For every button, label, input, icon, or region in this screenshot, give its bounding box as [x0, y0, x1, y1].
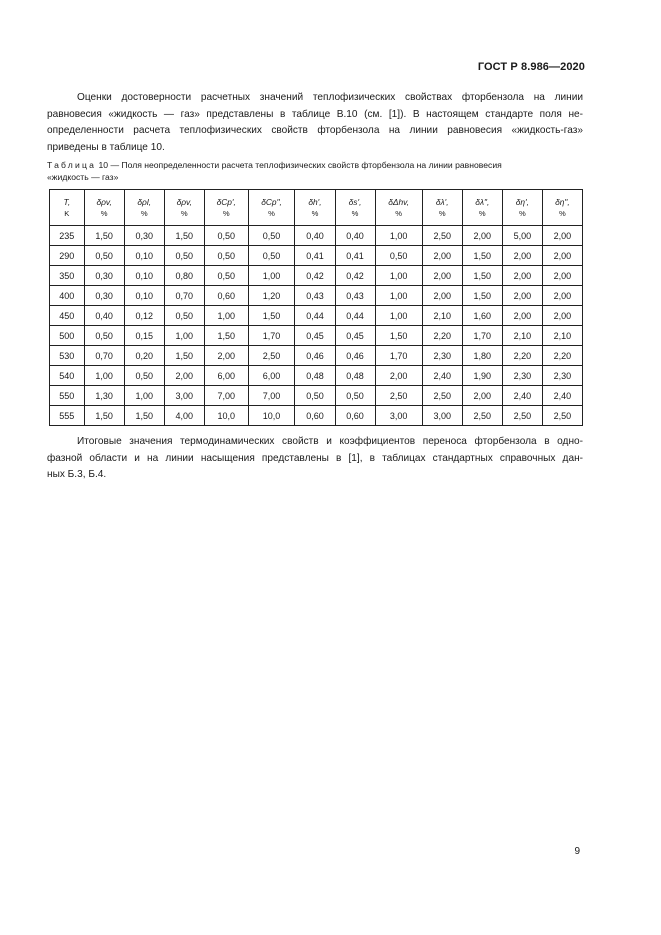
- table-cell: 0,50: [248, 226, 295, 246]
- table-cell: 10,0: [204, 406, 248, 426]
- column-header: [204, 190, 248, 226]
- table-cell: 1,70: [462, 326, 502, 346]
- table-cell: 0,44: [295, 306, 335, 326]
- uncertainty-table: [49, 189, 583, 426]
- table-cell: 6,00: [248, 366, 295, 386]
- table-cell: 0,70: [164, 286, 204, 306]
- table-cell: 2,20: [422, 326, 462, 346]
- table-cell: 1,50: [124, 406, 164, 426]
- column-header-unit: %: [351, 208, 359, 218]
- table-cell: 1,90: [462, 366, 502, 386]
- table-cell: 0,30: [84, 286, 124, 306]
- table-cell: 0,30: [124, 226, 164, 246]
- table-row: [50, 406, 583, 426]
- table-cell: 2,10: [502, 326, 542, 346]
- temperature-cell: 235: [50, 226, 85, 246]
- table-cell: 2,00: [542, 226, 582, 246]
- table-cell: 0,30: [84, 266, 124, 286]
- table-cell: 0,48: [335, 366, 375, 386]
- column-header-name: δρv,: [96, 196, 112, 207]
- table-cell: 1,00: [375, 306, 422, 326]
- table-cell: 2,40: [542, 386, 582, 406]
- table-cell: 0,50: [164, 306, 204, 326]
- table-cell: 2,00: [502, 266, 542, 286]
- column-header-name: T,: [63, 196, 71, 207]
- table-cell: 1,00: [375, 266, 422, 286]
- table-cell: 0,50: [164, 246, 204, 266]
- table-row: [50, 346, 583, 366]
- table-cell: 0,42: [295, 266, 335, 286]
- table-cell: 0,41: [335, 246, 375, 266]
- column-header-name: δη',: [515, 196, 529, 207]
- table-cell: 1,00: [375, 286, 422, 306]
- table-cell: 1,50: [84, 226, 124, 246]
- temperature-cell: 530: [50, 346, 85, 366]
- column-header: [164, 190, 204, 226]
- table-cell: 2,40: [422, 366, 462, 386]
- temperature-cell: 290: [50, 246, 85, 266]
- table-row: [50, 326, 583, 346]
- table-caption-text-line2: «жидкость — газ»: [47, 172, 119, 182]
- table-cell: 0,50: [84, 326, 124, 346]
- table-cell: 2,00: [204, 346, 248, 366]
- table-cell: 2,50: [462, 406, 502, 426]
- summary-paragraph: [47, 434, 583, 484]
- paragraph-line: определенности расчета теплофизических свойств фторбензола на линии равновесия «жидкость-газ»: [47, 125, 583, 137]
- table-cell: 2,00: [502, 306, 542, 326]
- table-body: [50, 226, 583, 426]
- paragraph-line: приведены в таблице 10.: [47, 141, 165, 153]
- table-cell: 2,50: [502, 406, 542, 426]
- table-cell: 1,00: [248, 266, 295, 286]
- table-cell: 2,00: [502, 246, 542, 266]
- table-cell: 2,00: [462, 386, 502, 406]
- paragraph-line: равновесия «жидкость — газ» представлены в таблице В.10 (см. [1]). В настоящем стандарте поля не-: [47, 108, 583, 120]
- paragraph-line: фазной области и на линии насыщения представлены в [1], в таблицах стандартных справочных дан-: [47, 452, 583, 464]
- table-cell: 0,50: [248, 246, 295, 266]
- column-header-unit: %: [311, 208, 319, 218]
- column-header: [84, 190, 124, 226]
- table-cell: 0,46: [335, 346, 375, 366]
- table-cell: 2,30: [422, 346, 462, 366]
- table-cell: 3,00: [375, 406, 422, 426]
- temperature-cell: 550: [50, 386, 85, 406]
- column-header: [50, 190, 85, 226]
- column-header-name: δs',: [348, 196, 362, 207]
- table-cell: 7,00: [204, 386, 248, 406]
- table-caption-text: 10 — Поля неопределенности расчета теплофизических свойств фторбензола на линии равновесия: [96, 160, 502, 170]
- column-header: [295, 190, 335, 226]
- table-cell: 0,50: [204, 266, 248, 286]
- table-cell: 0,50: [204, 226, 248, 246]
- table-cell: 1,30: [84, 386, 124, 406]
- temperature-cell: 400: [50, 286, 85, 306]
- table-cell: 2,00: [542, 286, 582, 306]
- table-cell: 1,50: [164, 346, 204, 366]
- temperature-cell: 350: [50, 266, 85, 286]
- table-cell: 0,70: [84, 346, 124, 366]
- table-caption: [47, 159, 583, 183]
- temperature-cell: 540: [50, 366, 85, 386]
- table-cell: 0,10: [124, 266, 164, 286]
- column-header-unit: %: [100, 208, 108, 218]
- table-cell: 0,48: [295, 366, 335, 386]
- column-header: [502, 190, 542, 226]
- paragraph-line: ных Б.3, Б.4.: [47, 469, 107, 481]
- table-cell: 0,60: [335, 406, 375, 426]
- table-cell: 3,00: [164, 386, 204, 406]
- table-cell: 2,00: [542, 246, 582, 266]
- table-cell: 2,00: [422, 266, 462, 286]
- table-cell: 2,30: [542, 366, 582, 386]
- column-header-name: δCp',: [216, 196, 236, 207]
- table-cell: 2,00: [422, 286, 462, 306]
- table-cell: 0,12: [124, 306, 164, 326]
- table-cell: 0,80: [164, 266, 204, 286]
- table-cell: 0,40: [335, 226, 375, 246]
- table-cell: 0,42: [335, 266, 375, 286]
- table-cell: 1,80: [462, 346, 502, 366]
- table-cell: 2,50: [375, 386, 422, 406]
- table-cell: 1,50: [375, 326, 422, 346]
- intro-paragraph: [47, 90, 583, 156]
- table-cell: 2,50: [542, 406, 582, 426]
- column-header-unit: %: [140, 208, 148, 218]
- table-cell: 0,50: [84, 246, 124, 266]
- table-cell: 0,43: [295, 286, 335, 306]
- table-cell: 0,50: [124, 366, 164, 386]
- temperature-cell: 450: [50, 306, 85, 326]
- table-cell: 7,00: [248, 386, 295, 406]
- column-header-unit: %: [222, 208, 230, 218]
- table-cell: 1,00: [375, 226, 422, 246]
- column-header: [248, 190, 295, 226]
- column-header-name: δΔhv,: [388, 196, 410, 207]
- table-cell: 2,40: [502, 386, 542, 406]
- table-cell: 0,40: [295, 226, 335, 246]
- column-header-unit: K: [64, 208, 70, 218]
- column-header: [542, 190, 582, 226]
- table-cell: 0,60: [295, 406, 335, 426]
- column-header: [422, 190, 462, 226]
- column-header: [335, 190, 375, 226]
- table-cell: 0,50: [335, 386, 375, 406]
- table-cell: 2,50: [422, 386, 462, 406]
- document-code: ГОСТ Р 8.986—2020: [477, 61, 585, 73]
- column-header: [375, 190, 422, 226]
- column-header-unit: %: [478, 208, 486, 218]
- column-header-name: δλ",: [475, 196, 490, 207]
- table-cell: 0,44: [335, 306, 375, 326]
- column-header-name: δh',: [308, 196, 322, 207]
- table-cell: 0,60: [204, 286, 248, 306]
- table-row: [50, 366, 583, 386]
- table-row: [50, 286, 583, 306]
- paragraph-line: Итоговые значения термодинамических свойств и коэффициентов переноса фторбензола в одно-: [77, 436, 583, 447]
- column-header-unit: %: [559, 208, 566, 218]
- table-cell: 2,00: [462, 226, 502, 246]
- table-cell: 1,50: [164, 226, 204, 246]
- table-cell: 1,00: [124, 386, 164, 406]
- table-cell: 1,50: [248, 306, 295, 326]
- table-cell: 1,50: [204, 326, 248, 346]
- table-cell: 0,46: [295, 346, 335, 366]
- table-cell: 1,50: [462, 266, 502, 286]
- table-cell: 10,0: [248, 406, 295, 426]
- table-cell: 1,00: [164, 326, 204, 346]
- column-header-unit: %: [180, 208, 188, 218]
- table-cell: 2,50: [248, 346, 295, 366]
- table-cell: 1,50: [84, 406, 124, 426]
- table-cell: 2,10: [422, 306, 462, 326]
- column-header-unit: %: [438, 208, 446, 218]
- table-cell: 2,10: [542, 326, 582, 346]
- table-cell: 6,00: [204, 366, 248, 386]
- column-header-name: δCp",: [261, 196, 282, 207]
- table-cell: 0,15: [124, 326, 164, 346]
- table-cell: 1,60: [462, 306, 502, 326]
- page-number: 9: [574, 846, 580, 857]
- table-cell: 5,00: [502, 226, 542, 246]
- table-cell: 1,00: [204, 306, 248, 326]
- table-row: [50, 306, 583, 326]
- table-row: [50, 266, 583, 286]
- temperature-cell: 555: [50, 406, 85, 426]
- column-header-name: δη",: [555, 196, 570, 207]
- column-header-name: δρv,: [176, 196, 192, 207]
- table-cell: 0,41: [295, 246, 335, 266]
- column-header-name: δρl,: [137, 196, 152, 207]
- table-row: [50, 386, 583, 406]
- table-cell: 2,00: [542, 306, 582, 326]
- table-cell: 3,00: [422, 406, 462, 426]
- table-cell: 2,00: [422, 246, 462, 266]
- table-cell: 0,50: [295, 386, 335, 406]
- table-cell: 1,20: [248, 286, 295, 306]
- table-cell: 2,00: [164, 366, 204, 386]
- table-cell: 2,30: [502, 366, 542, 386]
- column-header: [124, 190, 164, 226]
- column-header-unit: %: [518, 208, 526, 218]
- temperature-cell: 500: [50, 326, 85, 346]
- column-header-name: δλ',: [435, 196, 449, 207]
- table-cell: 0,45: [295, 326, 335, 346]
- table-row: [50, 246, 583, 266]
- table-cell: 0,10: [124, 246, 164, 266]
- table-cell: 0,50: [204, 246, 248, 266]
- table-cell: 1,50: [462, 246, 502, 266]
- table-cell: 2,50: [422, 226, 462, 246]
- table-cell: 2,00: [375, 366, 422, 386]
- table-cell: 1,70: [248, 326, 295, 346]
- table-cell: 4,00: [164, 406, 204, 426]
- table-cell: 2,20: [542, 346, 582, 366]
- table-cell: 0,43: [335, 286, 375, 306]
- table-cell: 1,70: [375, 346, 422, 366]
- table-cell: 2,00: [502, 286, 542, 306]
- table-cell: 1,50: [462, 286, 502, 306]
- table-cell: 0,20: [124, 346, 164, 366]
- column-header-unit: %: [395, 208, 403, 218]
- table-caption-label: Таблица: [47, 160, 97, 170]
- table-cell: 0,10: [124, 286, 164, 306]
- table-cell: 2,00: [542, 266, 582, 286]
- column-header: [462, 190, 502, 226]
- column-header-unit: %: [268, 208, 275, 218]
- table-cell: 2,20: [502, 346, 542, 366]
- table-header-row: [50, 190, 583, 226]
- table-cell: 1,00: [84, 366, 124, 386]
- table-row: [50, 226, 583, 246]
- table-cell: 0,40: [84, 306, 124, 326]
- table-cell: 0,45: [335, 326, 375, 346]
- table-cell: 0,50: [375, 246, 422, 266]
- paragraph-line: Оценки достоверности расчетных значений теплофизических свойствах фторбензола на линии: [77, 92, 583, 103]
